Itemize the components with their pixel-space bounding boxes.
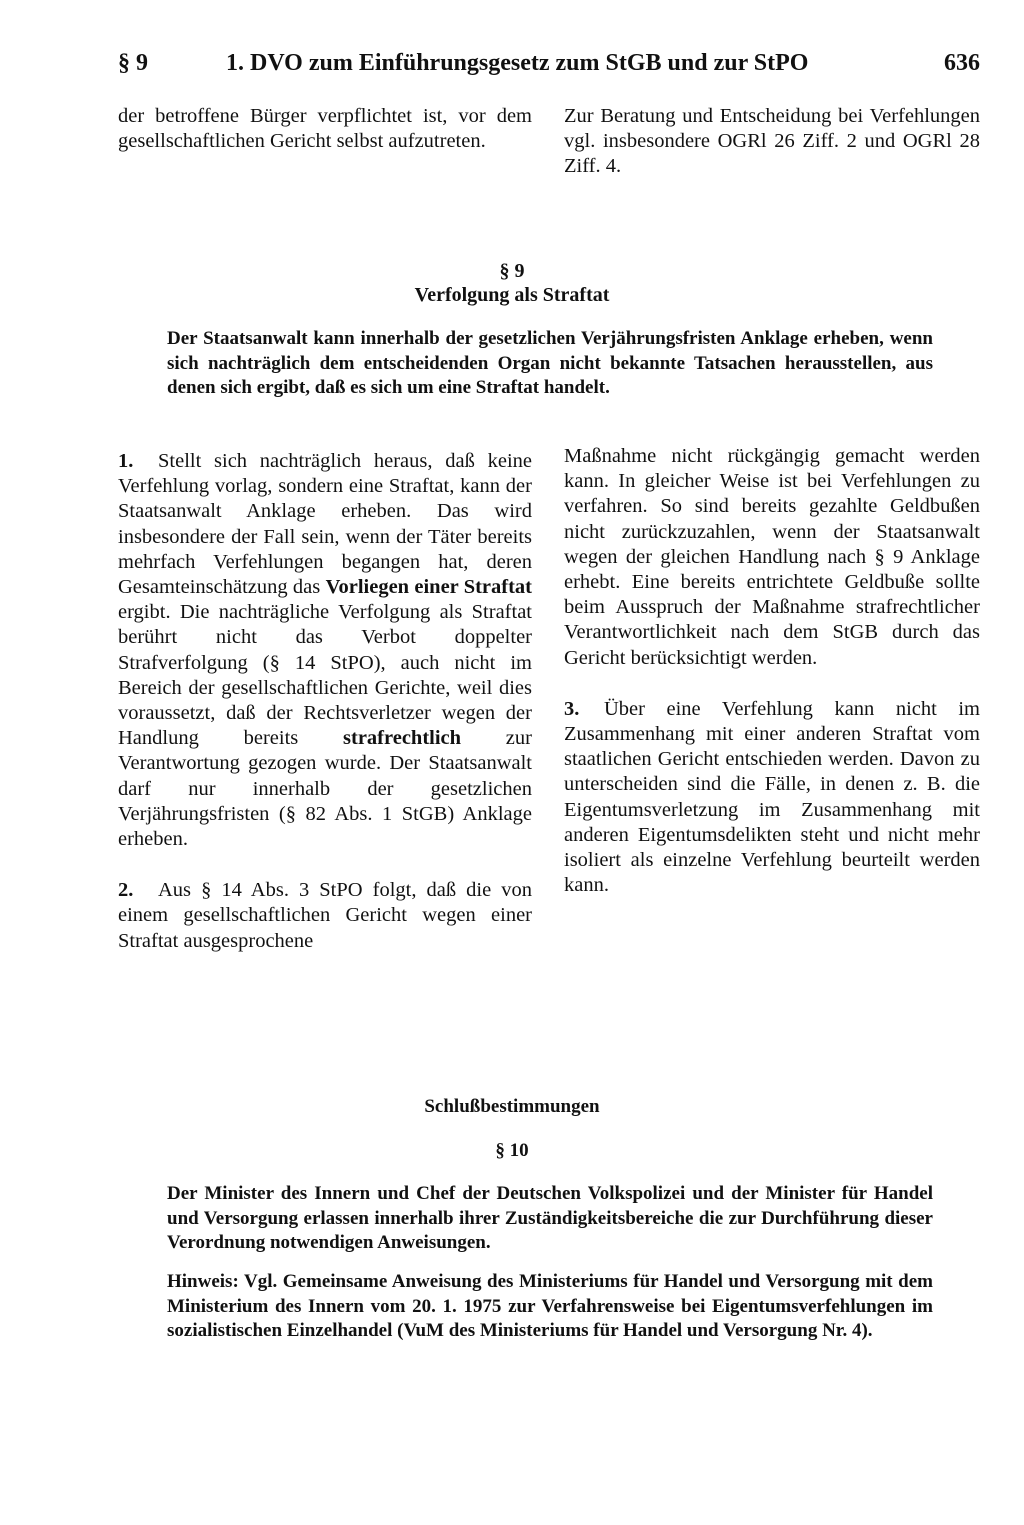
note-1-bold-b: strafrechtlich — [343, 727, 462, 750]
s9-number: § 9 — [499, 260, 525, 282]
note-2-text-left: Aus § 14 Abs. 3 StPO folgt, daß die von einem gesellschaftlichen Gericht wegen einer Straftat ausgesprochene — [118, 879, 532, 952]
page-number: 636 — [944, 50, 980, 76]
s9-heading: Verfolgung als Straftat — [414, 284, 610, 306]
s10-statute-text: Der Minister des Innern und Chef der Deutschen Volkspolizei und der Minister für Handel und Versorgung erlassen innerhalb ihrer Zuständigkeitsbereiche die zur Durchführung dieser Verordnung notwendigen Anweisungen. — [167, 1183, 933, 1254]
top-right-paragraph — [564, 104, 980, 180]
note-2-number: 2. — [118, 879, 134, 902]
note-1-number: 1. — [118, 450, 134, 472]
note-1-text-a: Stellt sich nachträglich heraus, daß keine Verfehlung vorlag, sondern eine Straftat, kann der Staatsanwalt Anklage erheben. Das wird insbesondere der Fall sein, wenn der Täter bereits mehrfach Verfehlungen begangen hat, deren Gesamteinschätzung das — [118, 450, 532, 599]
final-provisions-heading: Schlußbestimmungen — [424, 1096, 600, 1117]
header-title: 1. DVO zum Einführungsgesetz zum StGB und zur StPO — [226, 50, 809, 76]
top-right-text: Zur Beratung und Entscheidung bei Verfehlungen vgl. insbesondere OGRl 26 Ziff. 2 und OGRl 28 Ziff. 4. — [564, 105, 980, 178]
note-3 — [564, 697, 980, 899]
top-left-paragraph — [118, 104, 532, 154]
note-1-bold-a: Vorliegen einer Straftat — [325, 576, 532, 599]
note-1-text-c: ergibt. Die nachträgliche Verfolgung als Straftat berührt nicht das Verbot doppelter Strafverfolgung (§ 14 StPO), auch nicht im Bereich der gesellschaftlichen Gerichte, weil dies voraussetzt, daß der Rechtsverletzer wegen der Handlung bereits — [118, 601, 532, 750]
commentary-left-column — [118, 449, 532, 954]
page-header — [118, 50, 980, 84]
commentary-right-column — [564, 444, 980, 898]
note-1 — [118, 449, 532, 852]
note-2-continued: Maßnahme nicht rückgängig gemacht werden kann. In gleicher Weise ist bei Verfehlungen zu verfahren. So sind bereits gezahlte Geldbußen nicht zurückzuzahlen, wenn der Staatsanwalt wegen der gleichen Handlung nach § 9 Anklage erhebt. Eine bereits entrichtete Geldbuße sollte beim Ausspruch der Maßnahme strafrechtlicher Verantwortlichkeit nach dem StGB durch das Gericht berücksichtigt werden. — [564, 445, 980, 669]
header-section: § 9 — [118, 50, 148, 76]
s10-number: § 10 — [495, 1140, 529, 1161]
reference-note: Hinweis: Vgl. Gemeinsame Anweisung des Ministeriums für Handel und Versorgung mit dem Ministerium des Innern vom 20. 1. 1975 zur Verfahrensweise bei Eigentumsverfehlungen im sozialistischen Einzelhandel (VuM des Ministeriums für Handel und Versorgung Nr. 4). — [167, 1271, 933, 1342]
note-1-text-d: zur Verantwortung gezogen wurde. Der Staatsanwalt darf nur innerhalb der gesetzlichen Verjährungsfristen (§ 82 Abs. 1 StGB) Anklage erheben. — [118, 727, 532, 851]
note-3-number: 3. — [564, 697, 580, 720]
s9-statute-text: Der Staatsanwalt kann innerhalb der gesetzlichen Verjährungsfristen Anklage erheben, wenn sich nachträglich dem entscheidenden Organ nicht bekannte Tatsachen herausstellen, aus denen sich ergibt, daß es sich um eine Straftat handelt. — [167, 328, 933, 399]
note-3-text: Über eine Verfehlung kann nicht im Zusammenhang mit einer anderen Straftat vom staatlichen Gericht entschieden werden. Davon zu unterscheiden sind die Fälle, in denen z. B. die Eigentumsverletzung im Zusammenhang mit anderen Eigentumsdelikten steht und nicht mehr isoliert als einzelne Verfehlung beurteilt werden kann. — [564, 697, 980, 897]
top-left-text: der betroffene Bürger verpflichtet ist, vor dem gesellschaftlichen Gericht selbst aufzutreten. — [118, 105, 532, 153]
note-2 — [118, 878, 532, 954]
